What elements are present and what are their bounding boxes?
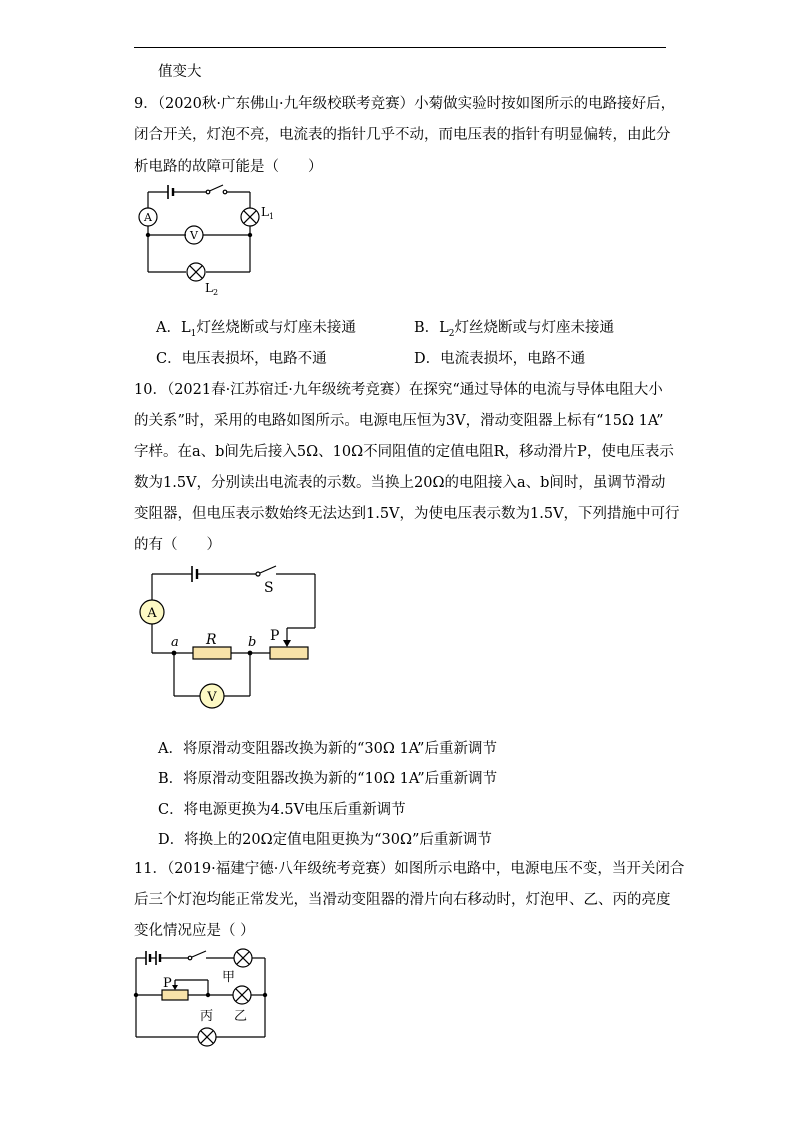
q11-circuit-diagram	[130, 945, 280, 1055]
previous-question-tail: 值变大	[158, 64, 202, 80]
slider-label: P	[270, 628, 280, 644]
switch-blade	[210, 185, 224, 191]
q9-option-a: A．$L_1$灯丝烧断或与灯座未接通	[156, 320, 356, 339]
ammeter-label: A	[147, 606, 157, 621]
q10-stem-line-6: 的有（ ）	[134, 537, 221, 553]
ammeter-label: A	[144, 211, 152, 224]
voltmeter-label: V	[207, 690, 217, 705]
q10-stem-line-2: 的关系”时，采用的电路如图所示。电源电压恒为3V，滑动变阻器上标有“15Ω 1A”	[134, 413, 664, 429]
lamp-jia-label: 甲	[222, 970, 236, 985]
resistor-label: R	[206, 632, 217, 648]
point-b-label: b	[248, 635, 257, 650]
switch-label: S	[264, 580, 274, 596]
rheostat	[162, 990, 188, 1000]
q9-circuit-diagram	[130, 180, 290, 298]
q10-stem-line-3: 字样。在a、b间先后接入5Ω、10Ω不同阻值的定值电阻R，移动滑片P，使电压表示	[134, 444, 674, 460]
q9-stem-line-1: 9．（2020秋·广东佛山·九年级校联考竞赛）小菊做实验时按如图所示的电路接好后，	[134, 96, 676, 112]
voltmeter-label: V	[190, 229, 198, 242]
q10-stem-line-1: 10．（2021春·江苏宿迁·九年级统考竞赛）在探究“通过导体的电流与导体电阻大小	[134, 382, 663, 398]
switch-blade	[260, 566, 276, 573]
point-a-label: a	[171, 635, 179, 650]
q9-option-d: D．电流表损坏，电路不通	[414, 351, 586, 367]
q10-option-b: B．将原滑动变阻器改换为新的“10Ω 1A”后重新调节	[158, 771, 498, 787]
lamp-l1-subscript: 1	[269, 212, 275, 221]
q11-stem-line-3: 变化情况应是（ ）	[134, 923, 255, 939]
q10-option-d: D．将换上的20Ω定值电阻更换为“30Ω”后重新调节	[158, 832, 492, 848]
lamp-l2-letter: L	[205, 281, 213, 295]
header-rule	[134, 47, 666, 48]
q9-option-c: C．电压表损坏，电路不通	[156, 351, 327, 367]
q10-option-c: C．将电源更换为4.5V电压后重新调节	[158, 802, 406, 818]
q10-circuit-diagram	[130, 560, 330, 715]
lamp-bing-label: 丙	[200, 1009, 214, 1024]
q11-stem-line-2: 后三个灯泡均能正常发光，当滑动变阻器的滑片向右移动时，灯泡甲、乙、丙的亮度	[134, 892, 671, 908]
q10-stem-line-4: 数为1.5V，分别读出电流表的示数。当换上20Ω的电阻接入a、b间时，虽调节滑动	[134, 475, 666, 491]
slider-arrow	[283, 640, 291, 647]
lamp-yi-label: 乙	[234, 1009, 248, 1024]
q10-stem-line-5: 变阻器，但电压表示数始终无法达到1.5V，为使电压表示数为1.5V，下列措施中可行	[134, 506, 680, 522]
lamp-l1-letter: L	[261, 205, 269, 219]
rheostat	[270, 647, 308, 659]
slider-label: P	[163, 976, 172, 991]
q9-stem-line-3: 析电路的故障可能是（ ）	[134, 159, 323, 175]
lamp-l2-subscript: 2	[213, 288, 219, 297]
resistor-r	[193, 647, 231, 659]
q11-stem-line-1: 11．（2019·福建宁德·八年级统考竞赛）如图所示电路中，电源电压不变，当开关闭合	[134, 861, 685, 877]
q9-option-b: B．$L_2$灯丝烧断或与灯座未接通	[414, 320, 615, 339]
q9-stem-line-2: 闭合开关，灯泡不亮，电流表的指针几乎不动，而电压表的指针有明显偏转，由此分	[134, 127, 671, 143]
q10-option-a: A．将原滑动变阻器改换为新的“30Ω 1A”后重新调节	[158, 741, 497, 757]
